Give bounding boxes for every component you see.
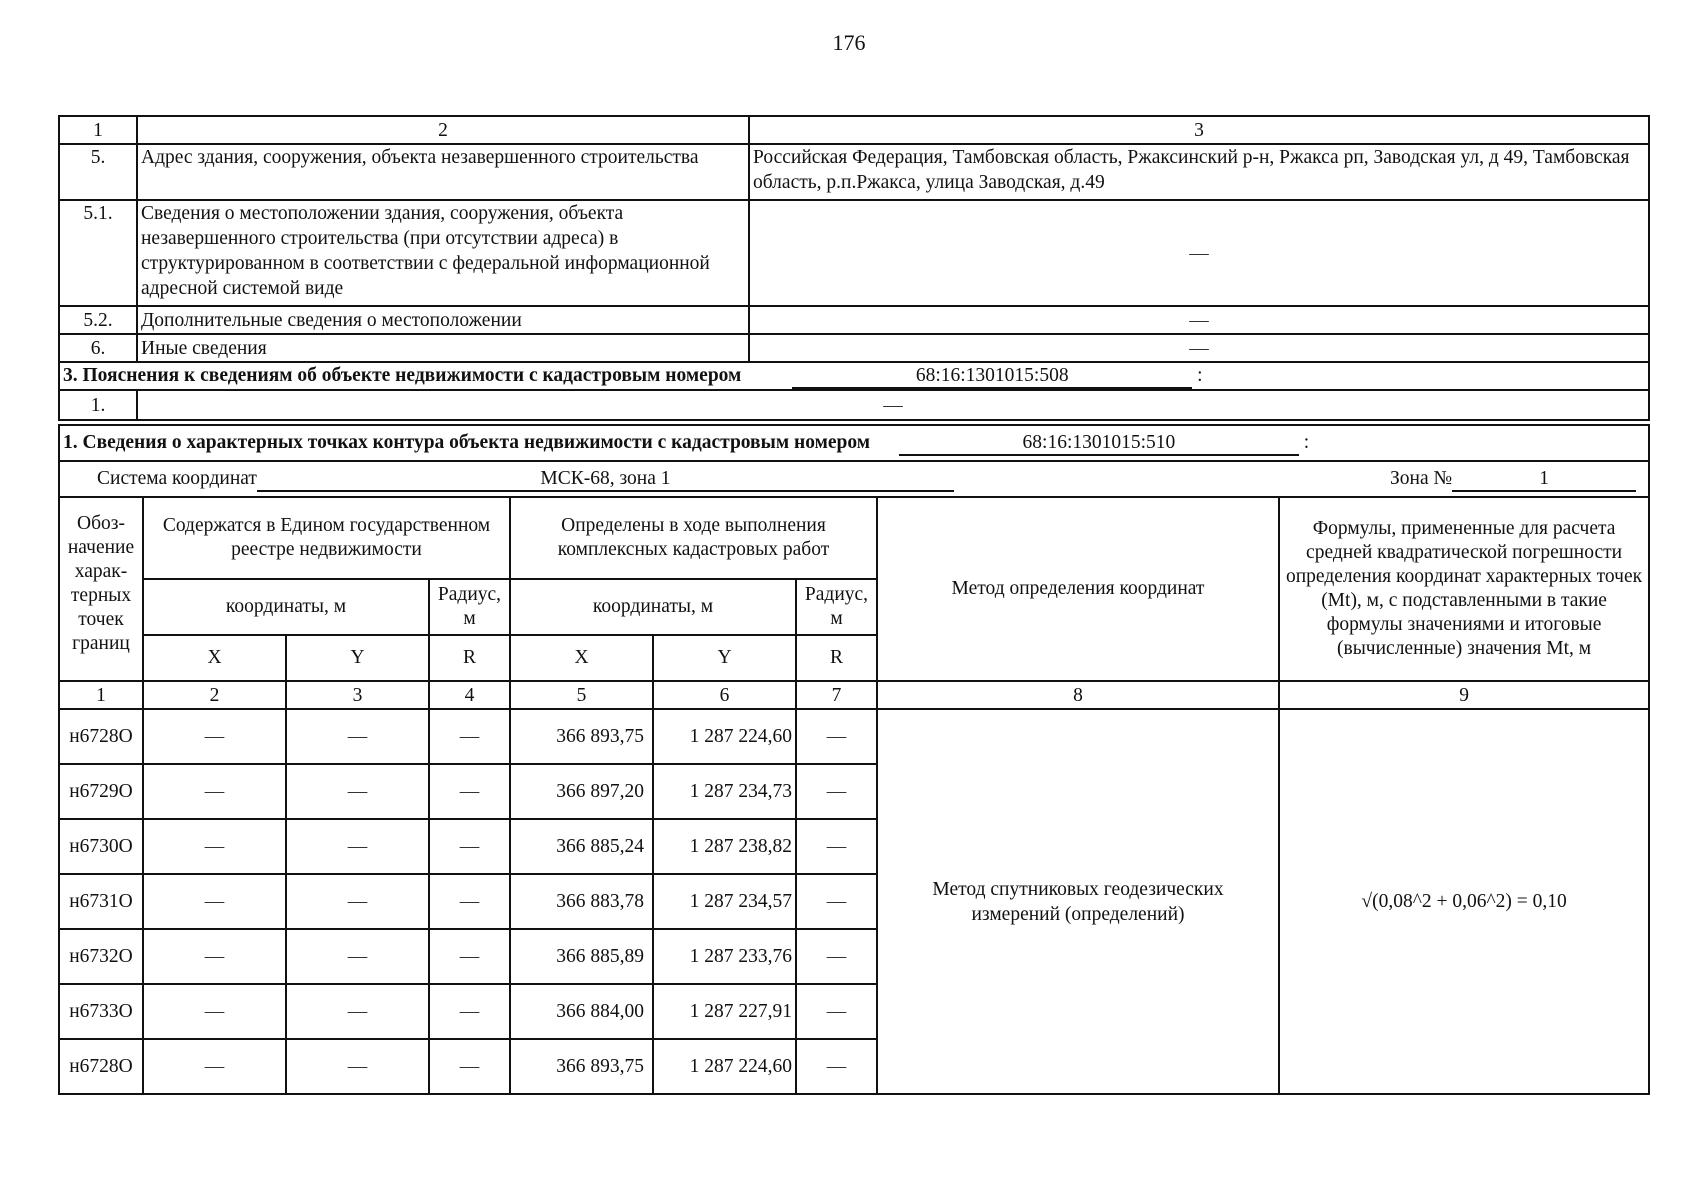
determined-r: — <box>796 1039 877 1094</box>
egrn-y: — <box>286 984 429 1039</box>
row-number: 5.2. <box>59 306 137 334</box>
column-number-row <box>59 116 1649 144</box>
point-id: н6728О <box>59 1039 143 1094</box>
egrn-r: — <box>429 709 510 764</box>
determined-y: 1 287 227,91 <box>653 984 796 1039</box>
zone-label: Зона № <box>1390 468 1453 489</box>
section3-header-row <box>59 362 1649 390</box>
section1-cadastral-number: 68:16:1301015:510 <box>899 432 1299 456</box>
column-number: 9 <box>1279 681 1649 709</box>
column-number: 3 <box>286 681 429 709</box>
egrn-r: — <box>429 984 510 1039</box>
section3-title: 3. Пояснения к сведениям об объекте недвижимости с кадастровым номером <box>63 365 742 386</box>
table-row <box>59 334 1649 362</box>
row-label: Сведения о местоположении здания, сооружения, объекта незавершенного строительства (при отсутствии адреса) в структурированном в соответствии с федеральной информационной адресной системой виде <box>137 200 749 306</box>
table-row <box>59 144 1649 200</box>
determined-x: 366 893,75 <box>510 709 653 764</box>
determined-x: 366 885,89 <box>510 929 653 984</box>
column-number: 2 <box>143 681 286 709</box>
column-number: 1 <box>59 681 143 709</box>
egrn-x: — <box>143 874 286 929</box>
egrn-y: — <box>286 764 429 819</box>
determined-y: 1 287 233,76 <box>653 929 796 984</box>
point-id: н6733О <box>59 984 143 1039</box>
coord-system-value: МСК-68, зона 1 <box>257 468 954 492</box>
column-number: 1 <box>59 116 137 144</box>
point-id: н6732О <box>59 929 143 984</box>
egrn-y: — <box>286 819 429 874</box>
document-body <box>58 115 1648 1095</box>
egrn-r: — <box>429 874 510 929</box>
row-label: Иные сведения <box>137 334 749 362</box>
row-value: — <box>749 200 1649 306</box>
determined-x: 366 897,20 <box>510 764 653 819</box>
header-row-1 <box>59 497 1649 579</box>
table-row <box>59 306 1649 334</box>
row-label: Адрес здания, сооружения, объекта незавершенного строительства <box>137 144 749 200</box>
determined-r: — <box>796 929 877 984</box>
row-value: Российская Федерация, Тамбовская область, Ржаксинский р-н, Ржакса рп, Заводская ул, д 49, Тамбовская область, р.п.Ржакса, улица Заводская, д.49 <box>749 144 1649 200</box>
contour-points-table <box>58 424 1650 1095</box>
coords-header: координаты, м <box>510 579 796 635</box>
egrn-r: — <box>429 1039 510 1094</box>
egrn-y: — <box>286 1039 429 1094</box>
section1-colon: : <box>1303 432 1310 453</box>
egrn-y: — <box>286 929 429 984</box>
formulas-header: Формулы, примененные для расчета средней квадратической погрешности определения координат характерных точек (Mt), м, с подставленными в такие формулы значениями и итоговые (вычисленные) значения Mt, м <box>1279 497 1649 681</box>
egrn-r: — <box>429 764 510 819</box>
egrn-r: — <box>429 819 510 874</box>
egrn-x: — <box>143 709 286 764</box>
designation-header: Обоз-начение харак-терных точек границ <box>59 497 143 681</box>
row-number: 5. <box>59 144 137 200</box>
row-value: — <box>749 306 1649 334</box>
section1-header-row <box>59 425 1649 461</box>
determined-x: 366 884,00 <box>510 984 653 1039</box>
point-id: н6730О <box>59 819 143 874</box>
egrn-x: — <box>143 929 286 984</box>
column-number: 5 <box>510 681 653 709</box>
row-number: 6. <box>59 334 137 362</box>
determined-y: 1 287 224,60 <box>653 1039 796 1094</box>
x-header: X <box>510 635 653 681</box>
radius-header: Радиус, м <box>796 579 877 635</box>
determined-y: 1 287 238,82 <box>653 819 796 874</box>
egrn-y: — <box>286 709 429 764</box>
egrn-x: — <box>143 984 286 1039</box>
egrn-header: Содержатся в Едином государственном реестре недвижимости <box>143 497 510 579</box>
row-value: — <box>137 390 1649 420</box>
determined-r: — <box>796 819 877 874</box>
egrn-y: — <box>286 874 429 929</box>
x-header: X <box>143 635 286 681</box>
determined-r: — <box>796 764 877 819</box>
column-number: 6 <box>653 681 796 709</box>
point-id: н6731О <box>59 874 143 929</box>
y-header: Y <box>653 635 796 681</box>
column-number-row <box>59 681 1649 709</box>
coords-header: координаты, м <box>143 579 429 635</box>
section3-cadastral-number: 68:16:1301015:508 <box>792 365 1192 389</box>
determined-y: 1 287 234,73 <box>653 764 796 819</box>
egrn-r: — <box>429 929 510 984</box>
determined-header: Определены в ходе выполнения комплексных кадастровых работ <box>510 497 877 579</box>
column-number: 2 <box>137 116 749 144</box>
determined-x: 366 893,75 <box>510 1039 653 1094</box>
radius-header: Радиус, м <box>429 579 510 635</box>
determined-r: — <box>796 709 877 764</box>
egrn-x: — <box>143 764 286 819</box>
row-value: — <box>749 334 1649 362</box>
point-id: н6729О <box>59 764 143 819</box>
coord-system-row <box>59 461 1649 497</box>
section3-row <box>59 390 1649 420</box>
zone-value: 1 <box>1452 468 1636 492</box>
determined-r: — <box>796 984 877 1039</box>
point-id: н6728О <box>59 709 143 764</box>
page-number: 176 <box>832 30 866 55</box>
determined-x: 366 883,78 <box>510 874 653 929</box>
formula-value: √(0,08^2 + 0,06^2) = 0,10 <box>1279 709 1649 1094</box>
egrn-x: — <box>143 819 286 874</box>
address-table <box>58 115 1650 421</box>
column-number: 7 <box>796 681 877 709</box>
egrn-x: — <box>143 1039 286 1094</box>
row-label: Дополнительные сведения о местоположении <box>137 306 749 334</box>
determined-r: — <box>796 874 877 929</box>
section3-colon: : <box>1197 365 1203 386</box>
method-header: Метод определения координат <box>877 497 1279 681</box>
y-header: Y <box>286 635 429 681</box>
column-number: 8 <box>877 681 1279 709</box>
row-number: 1. <box>59 390 137 420</box>
table-row <box>59 200 1649 306</box>
row-number: 5.1. <box>59 200 137 306</box>
column-number: 3 <box>749 116 1649 144</box>
r-header: R <box>429 635 510 681</box>
column-number: 4 <box>429 681 510 709</box>
determined-y: 1 287 224,60 <box>653 709 796 764</box>
method-value: Метод спутниковых геодезических измерений (определений) <box>877 709 1279 1094</box>
r-header: R <box>796 635 877 681</box>
section1-title: 1. Сведения о характерных точках контура объекта недвижимости с кадастровым номером <box>63 432 871 453</box>
determined-x: 366 885,24 <box>510 819 653 874</box>
coord-system-label: Система координат <box>97 468 257 489</box>
determined-y: 1 287 234,57 <box>653 874 796 929</box>
table-row <box>59 709 1649 764</box>
